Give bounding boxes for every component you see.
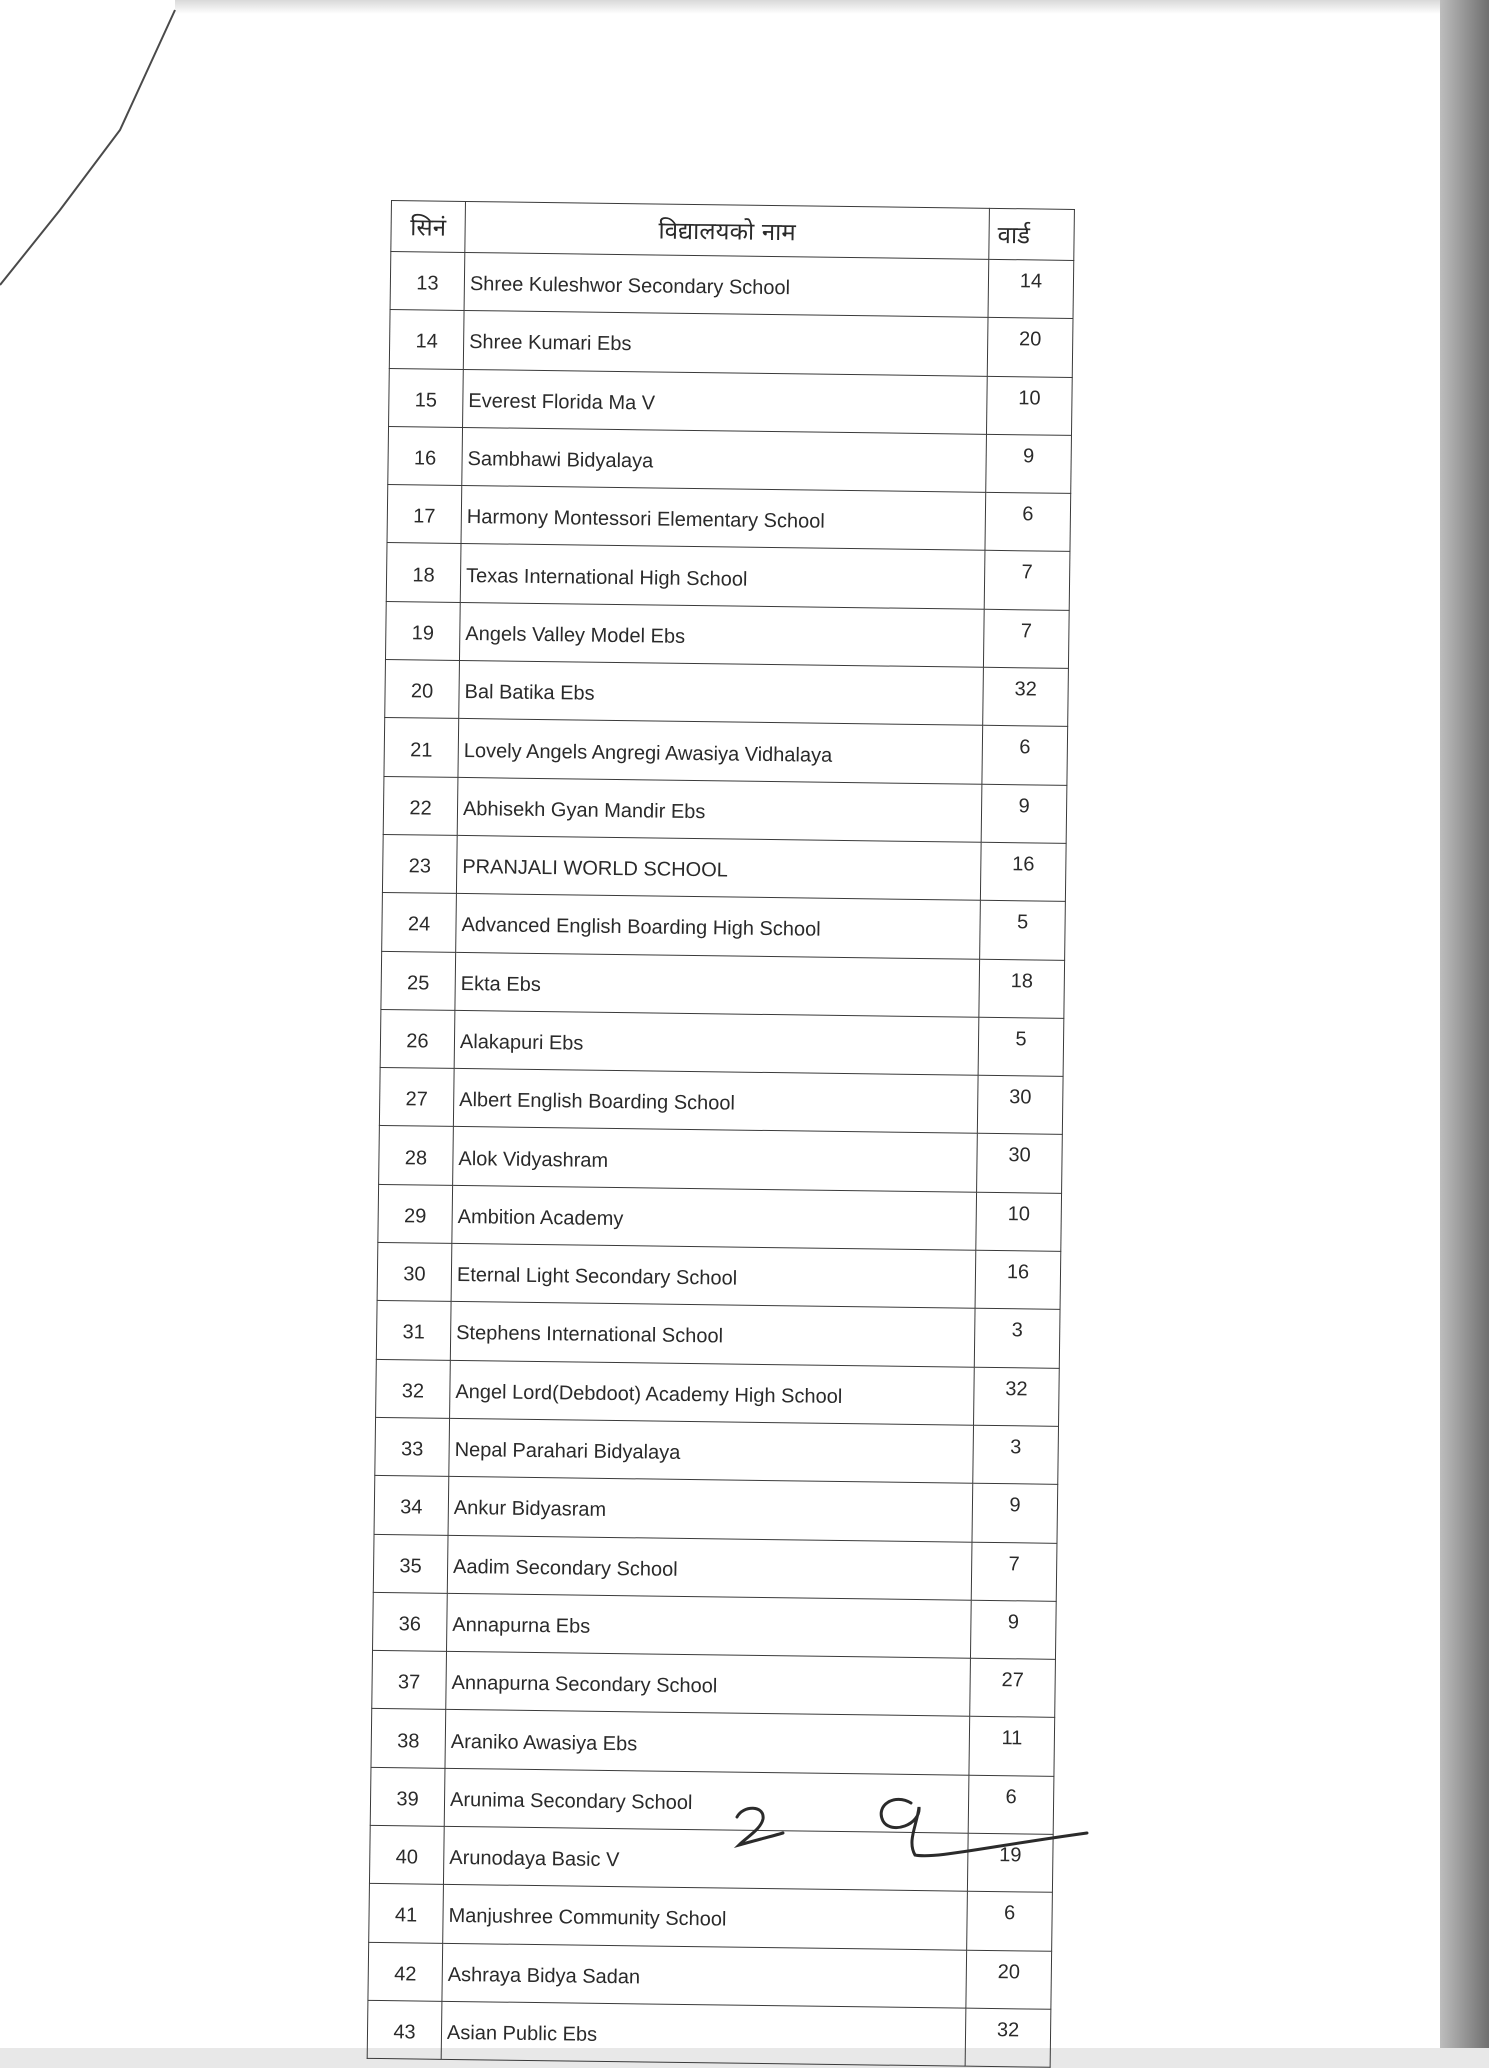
ward-cell: 30 xyxy=(977,1075,1063,1134)
ward-cell: 16 xyxy=(975,1250,1061,1309)
header-serial-number: सिनं xyxy=(391,201,466,253)
ward-cell: 20 xyxy=(987,318,1073,377)
table-row xyxy=(389,368,1073,435)
school-name-cell: Advanced English Boarding High School xyxy=(456,894,981,959)
serial-number-cell: 14 xyxy=(389,310,464,369)
school-name-cell: Albert English Boarding School xyxy=(453,1069,978,1134)
table-row xyxy=(389,310,1073,377)
serial-number-cell: 33 xyxy=(375,1417,450,1476)
serial-number-cell: 22 xyxy=(383,776,458,835)
school-name-cell: Angels Valley Model Ebs xyxy=(459,602,984,667)
table-row xyxy=(386,543,1070,610)
handwritten-page-mark xyxy=(725,1775,1095,1885)
table-row xyxy=(380,1009,1064,1076)
ward-cell: 7 xyxy=(984,551,1070,610)
table-row xyxy=(367,2000,1051,2067)
ward-cell: 10 xyxy=(976,1192,1062,1251)
table-row xyxy=(373,1592,1057,1659)
school-name-cell: Harmony Montessori Elementary School xyxy=(461,486,986,551)
school-name-cell: Annapurna Ebs xyxy=(447,1593,972,1658)
serial-number-cell: 43 xyxy=(367,2000,442,2059)
school-name-cell: Alakapuri Ebs xyxy=(454,1010,979,1075)
school-name-cell: Ambition Academy xyxy=(452,1185,977,1250)
page-right-edge-shadow xyxy=(1440,0,1489,2048)
table-row xyxy=(373,1534,1057,1601)
ward-cell: 9 xyxy=(972,1483,1058,1542)
school-name-cell: Stephens International School xyxy=(450,1302,975,1367)
ward-cell: 10 xyxy=(986,376,1072,435)
ward-cell: 27 xyxy=(970,1658,1056,1717)
school-name-cell: Lovely Angels Angregi Awasiya Vidhalaya xyxy=(458,719,983,784)
table-row xyxy=(388,426,1072,493)
ward-cell: 7 xyxy=(971,1542,1057,1601)
ward-cell: 32 xyxy=(983,667,1069,726)
table-row xyxy=(385,660,1069,727)
ward-cell: 30 xyxy=(977,1134,1063,1193)
ward-cell: 18 xyxy=(979,959,1065,1018)
serial-number-cell: 36 xyxy=(373,1592,448,1651)
page-fold-line xyxy=(0,0,220,300)
table-row xyxy=(376,1359,1060,1426)
school-name-cell: Araniko Awasiya Ebs xyxy=(445,1710,970,1775)
school-name-cell: PRANJALI WORLD SCHOOL xyxy=(456,835,981,900)
table-row xyxy=(387,485,1071,552)
table-row xyxy=(379,1068,1063,1135)
ward-cell: 5 xyxy=(978,1017,1064,1076)
serial-number-cell: 29 xyxy=(378,1184,453,1243)
serial-number-cell: 31 xyxy=(376,1301,451,1360)
table-row xyxy=(383,776,1067,843)
school-name-cell: Ankur Bidyasram xyxy=(448,1477,973,1542)
school-name-cell: Arunodaya Basic V xyxy=(443,1826,968,1891)
school-name-cell: Bal Batika Ebs xyxy=(459,661,984,726)
serial-number-cell: 18 xyxy=(386,543,461,602)
ward-cell: 7 xyxy=(983,609,1069,668)
ward-cell: 6 xyxy=(985,492,1071,551)
serial-number-cell: 16 xyxy=(388,426,463,485)
serial-number-cell: 37 xyxy=(372,1651,447,1710)
table-row xyxy=(381,951,1065,1018)
school-name-cell: Asian Public Ebs xyxy=(441,2001,966,2066)
serial-number-cell: 40 xyxy=(369,1825,444,1884)
school-name-cell: Texas International High School xyxy=(460,544,985,609)
serial-number-cell: 30 xyxy=(377,1242,452,1301)
serial-number-cell: 39 xyxy=(370,1767,445,1826)
serial-number-cell: 19 xyxy=(385,601,460,660)
serial-number-cell: 27 xyxy=(379,1068,454,1127)
school-name-cell: Eternal Light Secondary School xyxy=(451,1243,976,1308)
serial-number-cell: 13 xyxy=(390,252,465,311)
school-name-cell: Angel Lord(Debdoot) Academy High School xyxy=(450,1360,975,1425)
school-name-cell: Sambhawi Bidyalaya xyxy=(462,427,987,492)
table-row xyxy=(385,601,1069,668)
school-name-cell: Nepal Parahari Bidyalaya xyxy=(449,1418,974,1483)
table-header-row xyxy=(391,201,1075,261)
ward-cell: 9 xyxy=(986,434,1072,493)
table-row xyxy=(374,1476,1058,1543)
ward-cell: 3 xyxy=(974,1309,1060,1368)
school-name-cell: Ekta Ebs xyxy=(455,952,980,1017)
ward-cell: 11 xyxy=(969,1717,1055,1776)
ward-cell: 3 xyxy=(973,1425,1059,1484)
serial-number-cell: 26 xyxy=(380,1009,455,1068)
school-name-cell: Manjushree Community School xyxy=(443,1885,968,1950)
table-row xyxy=(378,1184,1062,1251)
serial-number-cell: 34 xyxy=(374,1476,449,1535)
school-name-cell: Abhisekh Gyan Mandir Ebs xyxy=(457,777,982,842)
page-top-edge-shadow xyxy=(175,0,1440,14)
table-row xyxy=(382,893,1066,960)
school-name-cell: Shree Kumari Ebs xyxy=(463,311,988,376)
table-row xyxy=(368,1942,1052,2009)
header-ward: वार्ड xyxy=(989,208,1075,260)
ward-cell: 32 xyxy=(974,1367,1060,1426)
serial-number-cell: 24 xyxy=(382,893,457,952)
serial-number-cell: 21 xyxy=(384,718,459,777)
school-name-cell: Annapurna Secondary School xyxy=(446,1651,971,1716)
serial-number-cell: 28 xyxy=(379,1126,454,1185)
table-row xyxy=(377,1242,1061,1309)
ward-cell: 6 xyxy=(968,1775,1054,1834)
ward-cell: 6 xyxy=(982,726,1068,785)
serial-number-cell: 32 xyxy=(376,1359,451,1418)
serial-number-cell: 41 xyxy=(369,1884,444,1943)
header-school-name: विद्यालयको नाम xyxy=(465,201,990,259)
table-row xyxy=(382,834,1066,901)
school-name-cell: Aadim Secondary School xyxy=(447,1535,972,1600)
ward-cell: 20 xyxy=(966,1950,1052,2009)
school-name-cell: Arunima Secondary School xyxy=(444,1768,969,1833)
school-name-cell: Shree Kuleshwor Secondary School xyxy=(464,252,989,317)
school-name-cell: Everest Florida Ma V xyxy=(463,369,988,434)
school-name-cell: Alok Vidyashram xyxy=(453,1127,978,1192)
ward-cell: 16 xyxy=(980,842,1066,901)
ward-cell: 9 xyxy=(981,784,1067,843)
ward-cell: 14 xyxy=(988,259,1074,318)
table-row xyxy=(379,1126,1063,1193)
serial-number-cell: 38 xyxy=(371,1709,446,1768)
table-row xyxy=(376,1301,1060,1368)
table-row xyxy=(384,718,1068,785)
school-name-cell: Ashraya Bidya Sadan xyxy=(442,1943,967,2008)
ward-cell: 32 xyxy=(965,2008,1051,2067)
serial-number-cell: 23 xyxy=(382,834,457,893)
serial-number-cell: 20 xyxy=(385,660,460,719)
ward-cell: 6 xyxy=(967,1892,1053,1951)
ward-cell: 9 xyxy=(970,1600,1056,1659)
table-row xyxy=(372,1651,1056,1718)
serial-number-cell: 35 xyxy=(373,1534,448,1593)
table-row xyxy=(375,1417,1059,1484)
ward-cell: 19 xyxy=(967,1833,1053,1892)
table-row xyxy=(371,1709,1055,1776)
serial-number-cell: 15 xyxy=(389,368,464,427)
serial-number-cell: 42 xyxy=(368,1942,443,2001)
serial-number-cell: 25 xyxy=(381,951,456,1010)
serial-number-cell: 17 xyxy=(387,485,462,544)
table-row xyxy=(369,1884,1053,1951)
ward-cell: 5 xyxy=(980,901,1066,960)
table-row xyxy=(390,252,1074,319)
